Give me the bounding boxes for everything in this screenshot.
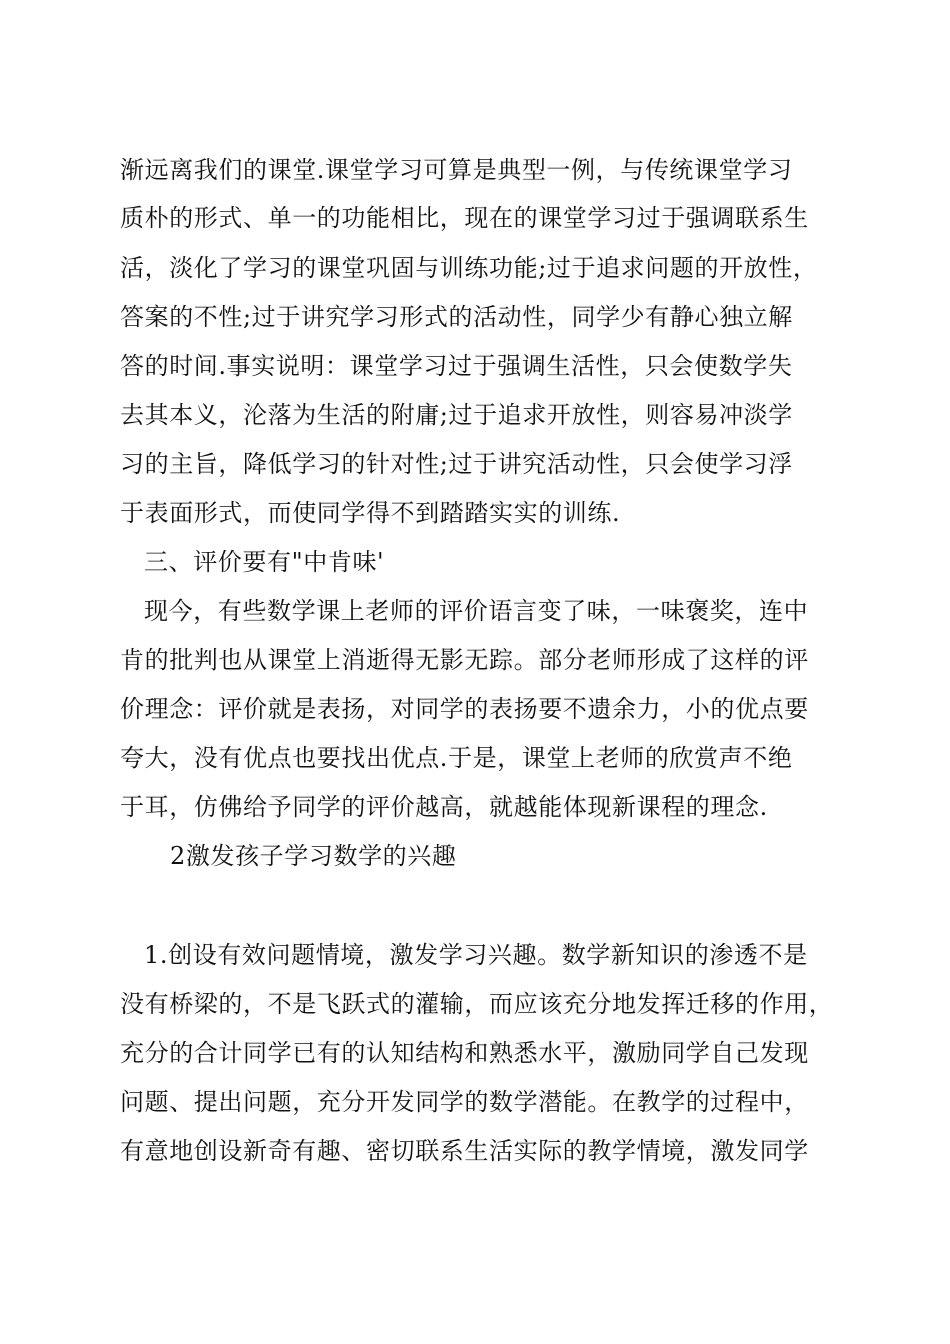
paragraph-line: 习的主旨，降低学习的针对性;过于讲究活动性，只会使学习浮 bbox=[120, 450, 793, 478]
paragraph-line: 肯的批判也从课堂上消逝得无影无踪。部分老师形成了这样的评 bbox=[120, 646, 809, 674]
section-heading: 2激发孩子学习数学的兴趣 bbox=[170, 842, 457, 870]
paragraph-line: 夸大，没有优点也要找出优点.于是，课堂上老师的欣赏声不绝 bbox=[120, 744, 793, 772]
paragraph-line: 渐远离我们的课堂.课堂学习可算是典型一例，与传统课堂学习 bbox=[120, 156, 793, 184]
paragraph-line: 现今，有些数学课上老师的评价语言变了味，一味褒奖，连中 bbox=[144, 597, 809, 625]
paragraph-line: 充分的合计同学已有的认知结构和熟悉水平，激励同学自己发现 bbox=[120, 1039, 809, 1067]
paragraph-line: 答的时间.事实说明：课堂学习过于强调生活性，只会使数学失 bbox=[120, 352, 793, 380]
paragraph-line: 于表面形式，而使同学得不到踏踏实实的训练. bbox=[120, 499, 621, 527]
paragraph-line: 答案的不性;过于讲究学习形式的活动性，同学少有静心独立解 bbox=[120, 303, 793, 331]
paragraph-line: 问题、提出问题，充分开发同学的数学潜能。在教学的过程中， bbox=[120, 1088, 809, 1116]
paragraph-line: 价理念：评价就是表扬，对同学的表扬要不遗余力，小的优点要 bbox=[120, 695, 809, 723]
paragraph-line: 1.创设有效问题情境，激发学习兴趣。数学新知识的渗透不是 bbox=[144, 941, 808, 969]
paragraph-line: 质朴的形式、单一的功能相比，现在的课堂学习过于强调联系生 bbox=[120, 204, 809, 232]
paragraph-line: 活，淡化了学习的课堂巩固与训练功能;过于追求问题的开放性， bbox=[120, 254, 818, 282]
paragraph-line: 有意地创设新奇有趣、密切联系生活实际的教学情境，激发同学 bbox=[120, 1137, 809, 1165]
section-heading: 三、评价要有"中肯味' bbox=[144, 548, 385, 576]
paragraph-line: 于耳，仿佛给予同学的评价越高，就越能体现新课程的理念. bbox=[120, 793, 768, 821]
paragraph-line: 没有桥梁的，不是飞跃式的灌输，而应该充分地发挥迁移的作用， bbox=[120, 990, 834, 1018]
paragraph-line: 去其本义，沦落为生活的附庸;过于追求开放性，则容易冲淡学 bbox=[120, 401, 793, 429]
